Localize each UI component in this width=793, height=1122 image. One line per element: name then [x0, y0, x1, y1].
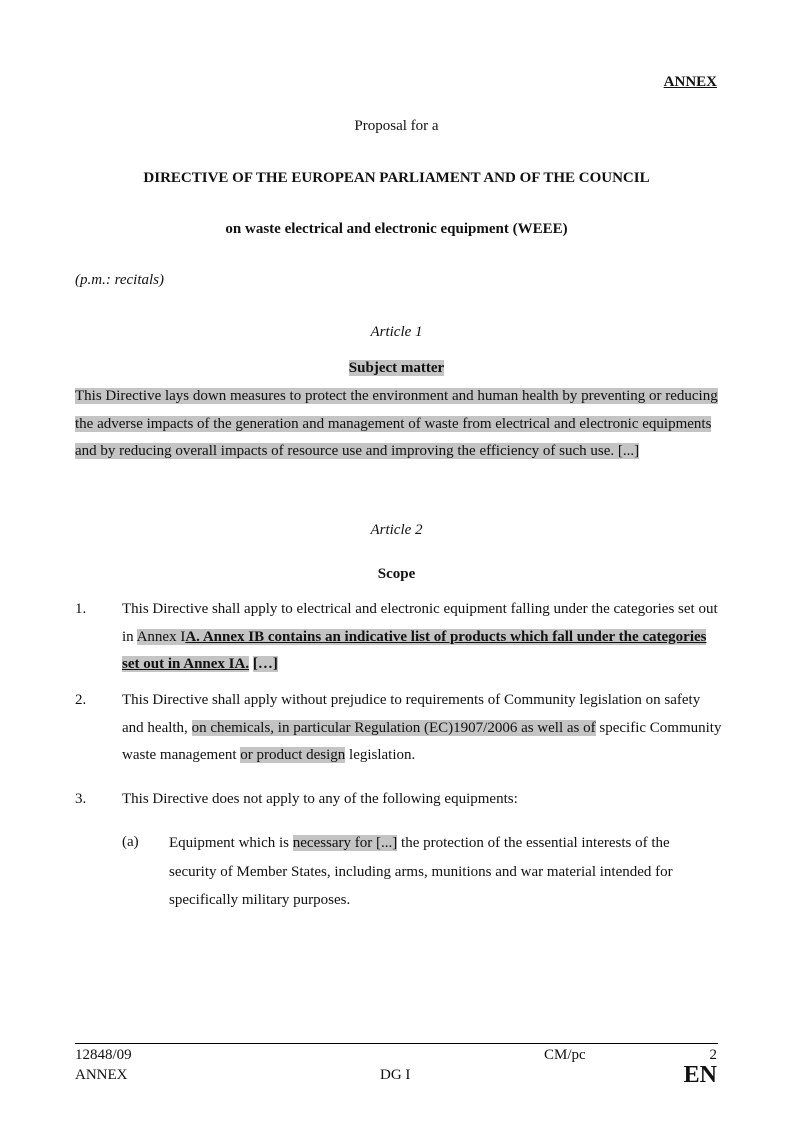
footer-doc-number: 12848/09: [75, 1047, 132, 1063]
scope-item-1-ellipsis: […]: [252, 656, 278, 673]
article-1-heading: Article 1: [370, 324, 423, 340]
scope-item-3-number: 3.: [75, 791, 87, 807]
scope-item-1-number: 1.: [75, 601, 87, 617]
article-2-heading: Article 2: [370, 522, 423, 538]
article-2-title: Scope: [377, 566, 416, 582]
article-1-title-text: Subject matter: [348, 360, 445, 376]
scope-item-2-number: 2.: [75, 692, 87, 708]
footer-page-number: 2: [709, 1047, 717, 1063]
article-1-body: [75, 383, 720, 466]
footer-divider: [75, 1043, 718, 1044]
article-1-title: [0, 360, 793, 377]
footer-initials: CM/pc: [544, 1047, 586, 1063]
article-1-body-text: This Directive lays down measures to protect the environment and human health by preventing or reducing the adverse impacts of the generation and management of waste from electrical and electronic equipments and by reducing overall impacts of resource use and improving the efficiency of such use. [...]: [75, 388, 718, 460]
scope-item-2-text: [122, 687, 722, 770]
scope-item-1-highlight: Annex I: [136, 628, 186, 645]
annex-label: ANNEX: [663, 74, 717, 90]
scope-item-3-text: This Directive does not apply to any of the following equipments:: [122, 791, 518, 807]
scope-item-1-text: [122, 596, 722, 679]
scope-subitem-a-label: (a): [122, 834, 139, 850]
scope-item-2-highlight-2: or product design: [240, 747, 346, 764]
footer-language: EN: [683, 1062, 717, 1088]
directive-title: DIRECTIVE OF THE EUROPEAN PARLIAMENT AND OF THE COUNCIL: [143, 170, 650, 186]
footer-dg: DG I: [380, 1067, 411, 1083]
scope-item-1-amendment: A. Annex IB contains an indicative list of products which fall under the categories set out in Annex IA.: [122, 628, 707, 673]
scope-subitem-a-end: the protection of the essential interests of the security of Member States, including arms, munitions and war material intended for specifically military purposes.: [169, 835, 673, 908]
scope-subitem-a-highlight: necessary for [...]: [292, 835, 398, 851]
scope-item-2-highlight: on chemicals, in particular Regulation (EC)1907/2006 as well as of: [191, 719, 596, 736]
scope-item-1-plain: This Directive shall apply to electrical and electronic equipment falling under the categories set out in: [122, 601, 718, 645]
recitals-note: (p.m.: recitals): [75, 272, 165, 288]
scope-subitem-a-text: [169, 829, 719, 915]
scope-item-2-end: legislation.: [349, 747, 416, 764]
directive-subject: on waste electrical and electronic equipment (WEEE): [225, 221, 568, 237]
scope-subitem-a-plain: Equipment which is: [169, 835, 289, 851]
footer-annex: ANNEX: [75, 1067, 128, 1083]
proposal-intro: Proposal for a: [354, 118, 439, 134]
scope-item-2-plain: This Directive shall apply without prejudice to requirements of Community legislation on safety and health,: [122, 692, 701, 736]
scope-item-2-plain-2: specific Community waste management: [122, 719, 722, 764]
